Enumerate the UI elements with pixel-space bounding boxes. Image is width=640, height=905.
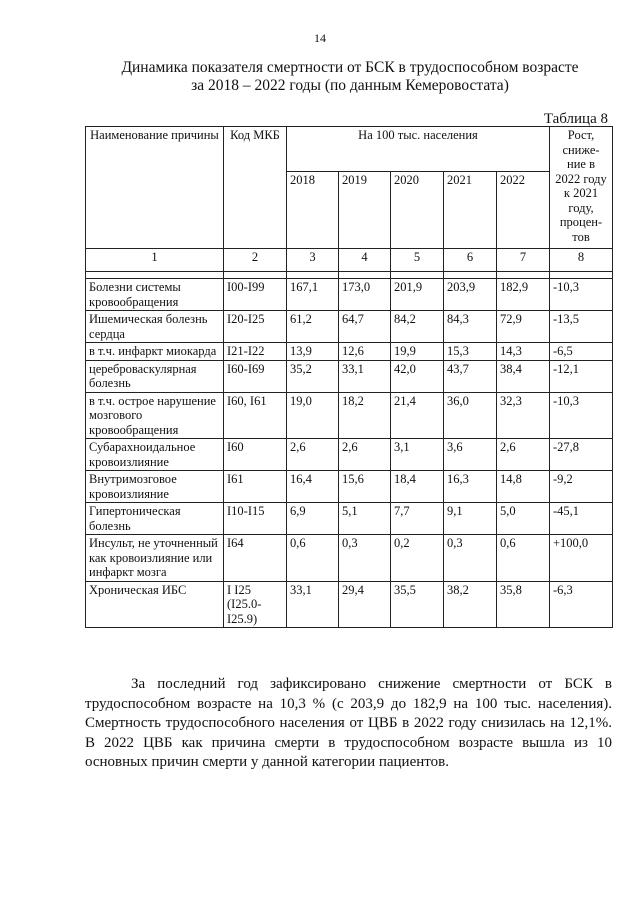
value-cell: 6,9	[287, 503, 339, 535]
growth-cell: -13,5	[550, 311, 613, 343]
value-cell: 2,6	[339, 439, 391, 471]
cause-name: цереброваскулярная болезнь	[86, 360, 224, 392]
value-cell: 38,4	[497, 360, 550, 392]
value-cell: 12,6	[339, 343, 391, 361]
value-cell: 3,1	[391, 439, 444, 471]
value-cell: 0,2	[391, 535, 444, 582]
cause-name: Субарахноидальное кровоизлияние	[86, 439, 224, 471]
growth-cell: -12,1	[550, 360, 613, 392]
header-name: Наименование причины	[86, 127, 224, 249]
header-year: 2020	[391, 172, 444, 249]
value-cell: 14,8	[497, 471, 550, 503]
value-cell: 9,1	[444, 503, 497, 535]
table-title-line-1: Динамика показателя смертности от БСК в трудоспособном возрасте	[121, 59, 579, 76]
cause-name: Хроническая ИБС	[86, 581, 224, 628]
value-cell: 36,0	[444, 392, 497, 439]
value-cell: 29,4	[339, 581, 391, 628]
table-row	[86, 581, 613, 628]
value-cell: 13,9	[287, 343, 339, 361]
table-row	[86, 279, 613, 311]
value-cell: 19,9	[391, 343, 444, 361]
value-cell: 38,2	[444, 581, 497, 628]
value-cell: 203,9	[444, 279, 497, 311]
header-year: 2022	[497, 172, 550, 249]
value-cell: 42,0	[391, 360, 444, 392]
value-cell: 2,6	[287, 439, 339, 471]
table-row	[86, 360, 613, 392]
growth-cell: -9,2	[550, 471, 613, 503]
value-cell: 15,3	[444, 343, 497, 361]
column-number: 1	[86, 249, 224, 272]
table-row	[86, 503, 613, 535]
header-year: 2018	[287, 172, 339, 249]
value-cell: 7,7	[391, 503, 444, 535]
column-number: 3	[287, 249, 339, 272]
icd-code: I20-I25	[224, 311, 287, 343]
growth-cell: -10,3	[550, 279, 613, 311]
value-cell: 84,2	[391, 311, 444, 343]
column-number: 6	[444, 249, 497, 272]
growth-cell: -45,1	[550, 503, 613, 535]
value-cell: 72,9	[497, 311, 550, 343]
value-cell: 35,5	[391, 581, 444, 628]
table-label: Таблица 8	[543, 111, 608, 127]
icd-code: I10-I15	[224, 503, 287, 535]
value-cell: 201,9	[391, 279, 444, 311]
value-cell: 14,3	[497, 343, 550, 361]
value-cell: 64,7	[339, 311, 391, 343]
value-cell: 3,6	[444, 439, 497, 471]
value-cell: 33,1	[339, 360, 391, 392]
value-cell: 0,3	[339, 535, 391, 582]
growth-cell: +100,0	[550, 535, 613, 582]
icd-code: I I25 (I25.0-I25.9)	[224, 581, 287, 628]
icd-code: I60-I69	[224, 360, 287, 392]
icd-code: I60	[224, 439, 287, 471]
table-row	[86, 471, 613, 503]
value-cell: 16,4	[287, 471, 339, 503]
value-cell: 15,6	[339, 471, 391, 503]
cause-name: Болезни системы кровообращения	[86, 279, 224, 311]
value-cell: 32,3	[497, 392, 550, 439]
value-cell: 2,6	[497, 439, 550, 471]
value-cell: 18,4	[391, 471, 444, 503]
cause-name: Гипертоническая болезнь	[86, 503, 224, 535]
cause-name: Ишемическая болезнь сердца	[86, 311, 224, 343]
value-cell: 43,7	[444, 360, 497, 392]
value-cell: 33,1	[287, 581, 339, 628]
value-cell: 35,2	[287, 360, 339, 392]
table-title-line-2: за 2018 – 2022 годы (по данным Кемеровостата)	[191, 77, 509, 94]
table-row	[86, 535, 613, 582]
column-numbers-row	[86, 249, 613, 272]
value-cell: 5,1	[339, 503, 391, 535]
value-cell: 16,3	[444, 471, 497, 503]
icd-code: I21-I22	[224, 343, 287, 361]
cause-name: в т.ч. инфаркт миокарда	[86, 343, 224, 361]
cause-name: Внутримозговое кровоизлияние	[86, 471, 224, 503]
mortality-table	[85, 126, 613, 628]
value-cell: 182,9	[497, 279, 550, 311]
header-per100k: На 100 тыс. населения	[287, 127, 550, 172]
icd-code: I60, I61	[224, 392, 287, 439]
value-cell: 167,1	[287, 279, 339, 311]
column-number: 7	[497, 249, 550, 272]
cause-name: в т.ч. острое нарушение мозгового кровообращения	[86, 392, 224, 439]
value-cell: 61,2	[287, 311, 339, 343]
cause-name: Инсульт, не уточненный как кровоизлияние или инфаркт мозга	[86, 535, 224, 582]
column-number: 2	[224, 249, 287, 272]
summary-paragraph: За последний год зафиксировано снижение смертности от БСК в трудоспособном возрасте на 10,3 % (с 203,9 до 182,9 на 100 тыс. населения). Смертность трудоспособного населения от ЦВБ в 2022 году снизилась на 12,1%. В 2022 ЦВБ как причина смерти в трудоспособном возрасте вышла из 10 основных причин смерти у данной категории пациентов.	[85, 676, 612, 770]
value-cell: 0,6	[497, 535, 550, 582]
value-cell: 0,3	[444, 535, 497, 582]
column-number: 5	[391, 249, 444, 272]
header-code: Код МКБ	[224, 127, 287, 249]
table-title	[90, 59, 610, 95]
value-cell: 5,0	[497, 503, 550, 535]
header-year: 2021	[444, 172, 497, 249]
growth-cell: -27,8	[550, 439, 613, 471]
spacer-row	[86, 272, 613, 279]
header-row	[86, 127, 613, 172]
table-row	[86, 439, 613, 471]
table-row	[86, 392, 613, 439]
value-cell: 18,2	[339, 392, 391, 439]
value-cell: 19,0	[287, 392, 339, 439]
value-cell: 84,3	[444, 311, 497, 343]
icd-code: I00-I99	[224, 279, 287, 311]
value-cell: 21,4	[391, 392, 444, 439]
growth-cell: -10,3	[550, 392, 613, 439]
table-row	[86, 311, 613, 343]
growth-cell: -6,3	[550, 581, 613, 628]
value-cell: 35,8	[497, 581, 550, 628]
header-year: 2019	[339, 172, 391, 249]
table-row	[86, 343, 613, 361]
page-number: 14	[314, 31, 326, 45]
value-cell: 0,6	[287, 535, 339, 582]
value-cell: 173,0	[339, 279, 391, 311]
icd-code: I61	[224, 471, 287, 503]
header-growth: Рост, сниже-ние в 2022 году к 2021 году, процен-тов	[550, 127, 613, 249]
icd-code: I64	[224, 535, 287, 582]
column-number: 8	[550, 249, 613, 272]
column-number: 4	[339, 249, 391, 272]
growth-cell: -6,5	[550, 343, 613, 361]
